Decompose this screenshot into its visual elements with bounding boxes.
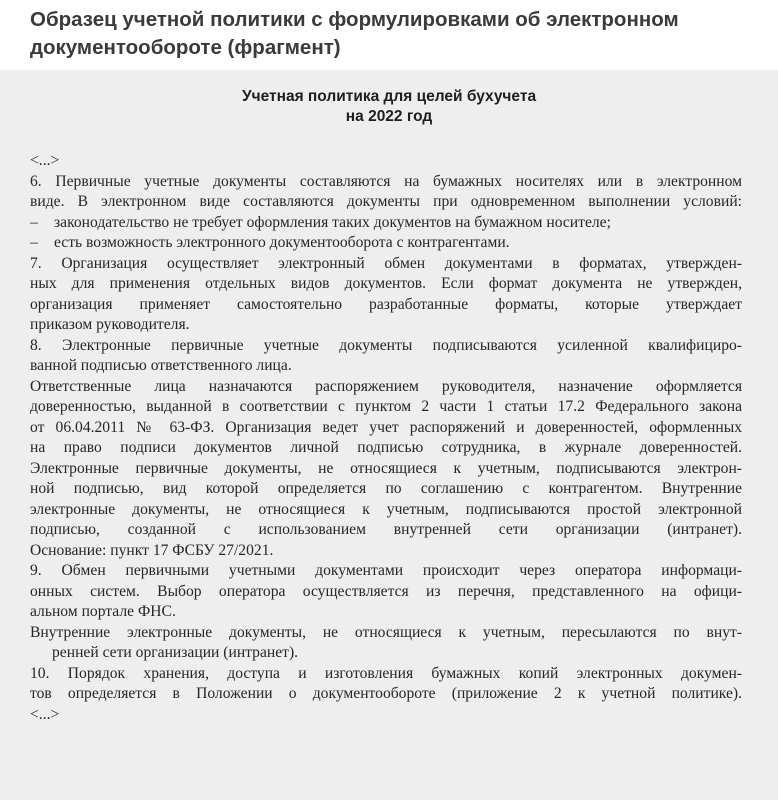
document-body (30, 151, 742, 725)
bullet-text: законодательство не требует оформления таких документов на бумажном носителе; (54, 213, 611, 231)
text-line: Внутренние электронные документы, не относящиеся к учетным, пересылаются по внут- (30, 623, 742, 641)
text-line: виде. В электронном виде составляются документы при одновременном выполнении условий: (30, 193, 742, 210)
text-line: ванной подписью ответственного лица. (30, 357, 292, 374)
text-line: онных систем. Выбор оператора осуществляется из перечня, представленного на офици- (30, 582, 742, 600)
bullet-item (30, 213, 742, 234)
text-line: 9. Обмен первичными учетными документами происходит через оператора информаци- (30, 562, 742, 579)
dash-marker: – (30, 234, 38, 251)
text-line: ной подписью, вид которой определяется по соглашению с контрагентом. Внутренние (30, 480, 742, 497)
text-line: 7. Организация осуществляет электронный обмен документами в форматах, утвержден- (30, 254, 742, 272)
text-line: 6. Первичные учетные документы составляются на бумажных носителях или в электронном (30, 172, 742, 190)
text-line: ных для применения отдельных видов документов. Если формат документа не утвержден, (30, 275, 742, 292)
text-line: на право подписи документов личной подписью сотрудника, в журнале доверенностей. (30, 439, 742, 456)
text-line: доверенностью, выданной в соответствии с пунктом 2 части 1 статьи 17.2 Федерального закона (30, 398, 742, 415)
bullet-text: есть возможность электронного документооборота с контрагентами. (54, 234, 510, 251)
text-line: 8. Электронные первичные учетные документы подписываются усиленной квалифициро- (30, 336, 742, 354)
header-title-line-1: Образец учетной политики с формулировками об электронном (30, 8, 679, 31)
document-title (0, 87, 778, 127)
document-title-line-1: Учетная политика для целей бухучета (241, 88, 537, 105)
text-line: электронные документы, не относящиеся к учетным, подписываются простой электронной (30, 500, 742, 518)
text-line: ренней сети организации (интранет). (52, 644, 299, 661)
text-line: тов определяется в Положении о документообороте (приложение 2 к учетной политике). (30, 685, 742, 702)
text-line: Ответственные лица назначаются распоряжением руководителя, назначение оформляется (30, 377, 742, 395)
text-line: приказом руководителя. (30, 316, 190, 333)
text-line: Основание: пункт 17 ФСБУ 27/2021. (30, 541, 274, 559)
text-line: Электронные первичные документы, не относящиеся к учетным, подписываются электрон- (30, 459, 742, 477)
page-header (30, 6, 760, 62)
text-line: альном портале ФНС. (30, 603, 176, 620)
ellipsis-bottom: <...> (30, 705, 60, 723)
document-title-line-2: на 2022 год (345, 108, 433, 125)
text-line: 10. Порядок хранения, доступа и изготовления бумажных копий электронных докумен- (30, 664, 742, 682)
bullet-item (30, 233, 742, 254)
text-line: от 06.04.2011 № 63-ФЗ. Организация ведет учет распоряжений и доверенностей, оформленных (30, 418, 742, 436)
ellipsis-top: <...> (30, 152, 60, 169)
text-line: организация применяет самостоятельно разработанные форматы, которые утверждает (30, 295, 742, 313)
header-title-line-2: документообороте (фрагмент) (30, 36, 341, 59)
text-line: подписью, созданной с использованием внутренней сети организации (интранет). (30, 521, 742, 538)
dash-marker: – (30, 213, 38, 231)
